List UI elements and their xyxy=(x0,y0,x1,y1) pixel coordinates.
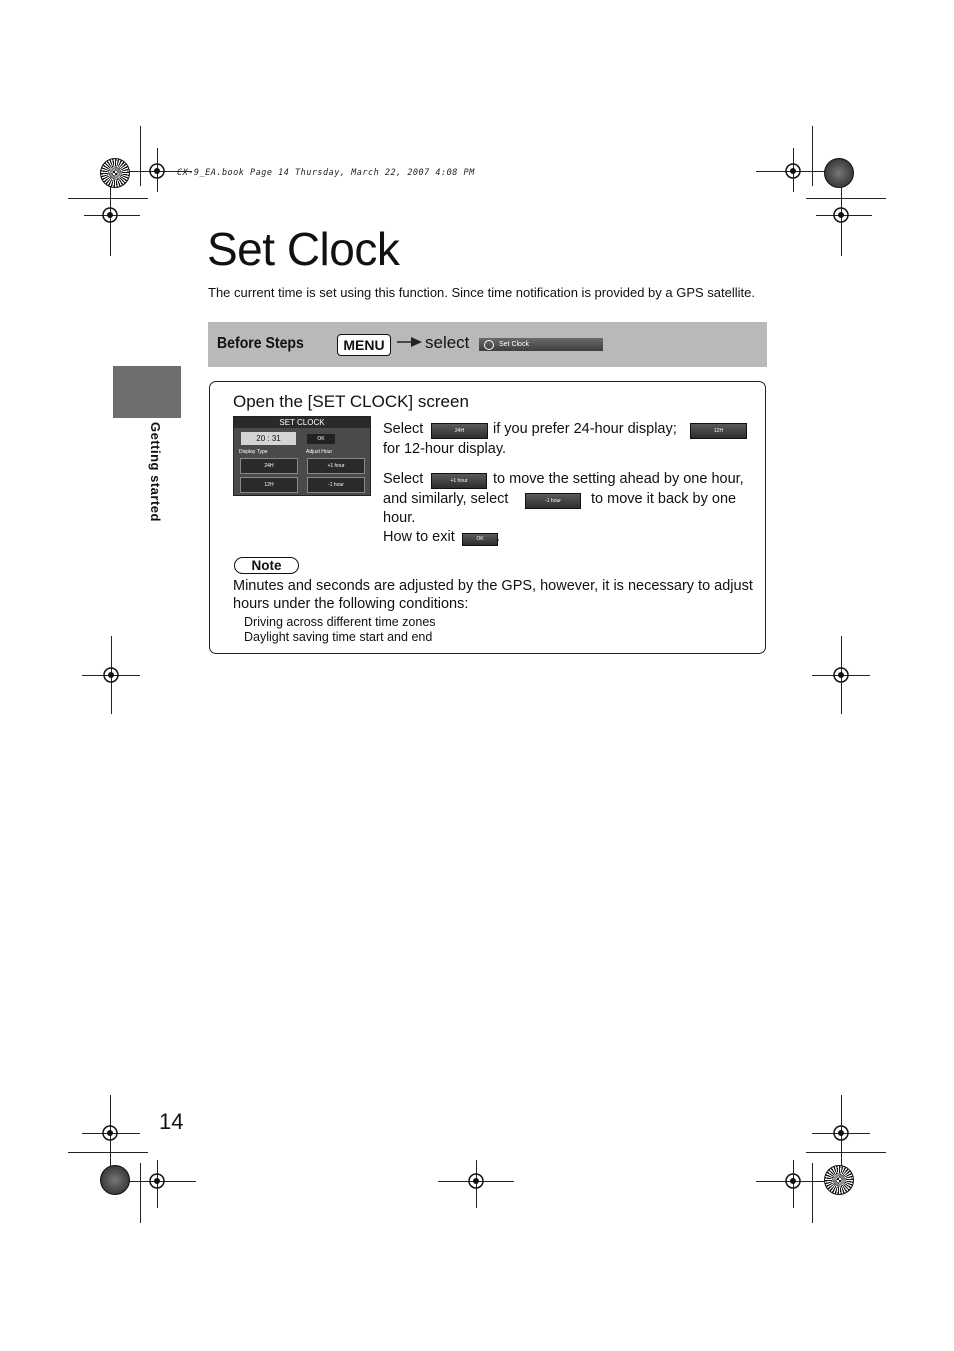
rosette-mark-icon xyxy=(824,158,854,188)
instruction-minus-text: to move it back by one xyxy=(591,491,737,507)
page-number: 14 xyxy=(159,1109,184,1134)
registration-mark-icon xyxy=(830,204,852,226)
registration-mark-icon xyxy=(146,1170,168,1192)
intro-text: The current time is set using this function. Since time notification is provided by a GPS satellite. xyxy=(208,285,755,300)
instruction-exit-period: . xyxy=(496,529,501,545)
registration-mark-icon xyxy=(782,160,804,182)
instruction-plus-text: to move the setting ahead by one hour, xyxy=(493,471,744,487)
clock-icon xyxy=(484,340,494,350)
side-tab xyxy=(113,366,181,418)
side-tab-label: Getting started xyxy=(148,422,163,522)
inline-12h-button: 12H xyxy=(690,423,747,439)
header-slug: CX-9_EA.book Page 14 Thursday, March 22, 2007 4:08 PM xyxy=(177,168,475,178)
rosette-mark-icon xyxy=(100,158,130,188)
screen-adjust-hour-label: Adjust Hour xyxy=(306,449,333,455)
arrow-right-icon xyxy=(397,335,423,349)
rosette-mark-icon xyxy=(100,1165,130,1195)
screen-12h-button: 12H xyxy=(240,477,298,493)
set-clock-screen-image xyxy=(233,416,371,496)
instruction-select-plus: Select xyxy=(383,471,424,487)
registration-mark-icon xyxy=(782,1170,804,1192)
registration-mark-icon xyxy=(100,664,122,686)
screen-plus-hour-button: +1 hour xyxy=(307,458,365,474)
menu-key: MENU xyxy=(337,334,391,356)
step-title: Open the [SET CLOCK] screen xyxy=(233,392,469,411)
before-steps-label: Before Steps xyxy=(217,335,304,352)
inline-minus-hour-button: -1 hour xyxy=(525,493,581,509)
instruction-exit: How to exit xyxy=(383,529,455,545)
instruction-select-24h: Select xyxy=(383,421,424,437)
registration-mark-icon xyxy=(830,664,852,686)
set-clock-menu-button xyxy=(479,338,603,351)
screen-display-type-label: Display Type xyxy=(239,449,268,455)
note-item: Driving across different time zones xyxy=(244,615,436,629)
select-word: select xyxy=(425,333,470,352)
note-item: Daylight saving time start and end xyxy=(244,630,433,644)
page-title: Set Clock xyxy=(207,223,400,275)
before-steps-bar xyxy=(208,322,767,367)
inline-ok-button: OK xyxy=(462,533,498,546)
inline-plus-hour-button: +1 hour xyxy=(431,473,487,489)
instruction-select-minus: and similarly, select xyxy=(383,491,509,507)
step-box xyxy=(209,381,766,654)
inline-24h-button: 24H xyxy=(431,423,488,439)
registration-mark-icon xyxy=(99,1122,121,1144)
instruction-hour-text: hour. xyxy=(383,510,416,526)
registration-mark-icon xyxy=(465,1170,487,1192)
rosette-mark-icon xyxy=(824,1165,854,1195)
note-body: Minutes and seconds are adjusted by the GPS, however, it is necessary to adjust hours under the following conditions: xyxy=(233,578,753,612)
set-clock-button-label: Set Clock xyxy=(499,341,529,348)
note-badge: Note xyxy=(234,557,299,574)
screen-24h-button: 24H xyxy=(240,458,298,474)
instruction-24h-text: if you prefer 24-hour display; xyxy=(493,421,677,437)
screen-header: SET CLOCK xyxy=(234,417,370,428)
screen-minus-hour-button: -1 hour xyxy=(307,477,365,493)
screen-ok-button: OK xyxy=(307,434,335,444)
registration-mark-icon xyxy=(830,1122,852,1144)
instruction-12h-text: for 12-hour display. xyxy=(383,441,507,457)
registration-mark-icon xyxy=(99,204,121,226)
screen-time: 20 : 31 xyxy=(241,432,296,445)
registration-mark-icon xyxy=(146,160,168,182)
